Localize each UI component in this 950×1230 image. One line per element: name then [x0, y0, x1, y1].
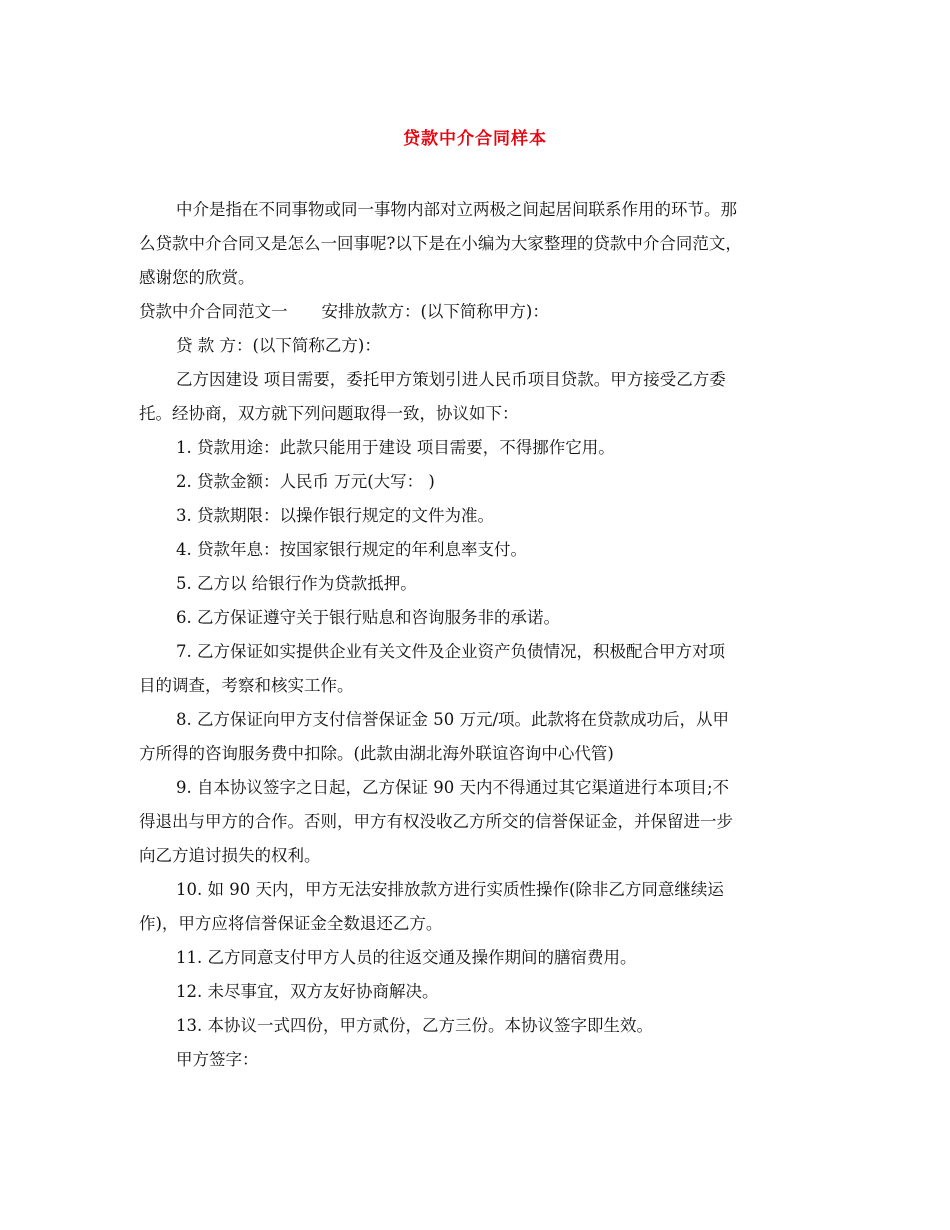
intro-line: 么贷款中介合同又是怎么一回事呢?以下是在小编为大家整理的贷款中介合同范文， [139, 234, 742, 253]
preamble-line: 托。经协商，双方就下列问题取得一致，协议如下： [139, 404, 519, 423]
clause-11: 11. 乙方同意支付甲方人员的往返交通及操作期间的膳宿费用。 [176, 948, 637, 967]
party-b-line: 贷 款 方：(以下简称乙方)： [176, 336, 381, 355]
intro-line: 中介是指在不同事物或同一事物内部对立两极之间起居间联系作用的环节。那 [176, 200, 737, 219]
document-title: 贷款中介合同样本 [403, 129, 547, 149]
clause-12: 12. 未尽事宜，双方友好协商解决。 [176, 982, 439, 1001]
clause-9: 9. 自本协议签字之日起，乙方保证 90 天内不得通过其它渠道进行本项目;不 [176, 778, 730, 797]
document-body [139, 193, 815, 1077]
sample-heading: 贷款中介合同范文一 [139, 302, 288, 321]
clause-1: 1. 贷款用途：此款只能用于建设 项目需要，不得挪作它用。 [176, 438, 615, 457]
signature-party-a: 甲方签字： [176, 1050, 259, 1069]
clause-10: 10. 如 90 天内，甲方无法安排放款方进行实质性操作(除非乙方同意继续运 [176, 880, 724, 899]
clause-8-cont: 方所得的咨询服务费中扣除。(此款由湖北海外联谊咨询中心代管) [139, 744, 614, 763]
clause-9-cont: 向乙方追讨损失的权利。 [139, 846, 321, 865]
clause-9-cont: 得退出与甲方的合作。否则，甲方有权没收乙方所交的信誉保证金，并保留进一步 [139, 812, 733, 831]
intro-line: 感谢您的欣赏。 [139, 268, 255, 287]
party-a-line: 安排放款方：(以下简称甲方)： [321, 302, 549, 321]
clause-13: 13. 本协议一式四份，甲方贰份，乙方三份。本协议签字即生效。 [176, 1016, 653, 1035]
clause-10-cont: 作)，甲方应将信誉保证金全数退还乙方。 [139, 914, 443, 933]
clause-6: 6. 乙方保证遵守关于银行贴息和咨询服务非的承诺。 [176, 608, 560, 627]
preamble-line: 乙方因建设 项目需要，委托甲方策划引进人民币项目贷款。甲方接受乙方委 [176, 370, 726, 389]
sample-heading-line [139, 295, 815, 329]
clause-8: 8. 乙方保证向甲方支付信誉保证金 50 万元/项。此款将在贷款成功后，从甲 [176, 710, 730, 729]
clause-7-cont: 目的调查，考察和核实工作。 [139, 676, 354, 695]
clause-7: 7. 乙方保证如实提供企业有关文件及企业资产负债情况，积极配合甲方对项 [176, 642, 725, 661]
clause-4: 4. 贷款年息：按国家银行规定的年利息率支付。 [176, 540, 527, 559]
clause-3: 3. 贷款期限：以操作银行规定的文件为准。 [176, 506, 494, 525]
clause-2: 2. 贷款金额：人民币 万元(大写： ) [176, 472, 435, 491]
clause-5: 5. 乙方以 给银行作为贷款抵押。 [176, 574, 417, 593]
